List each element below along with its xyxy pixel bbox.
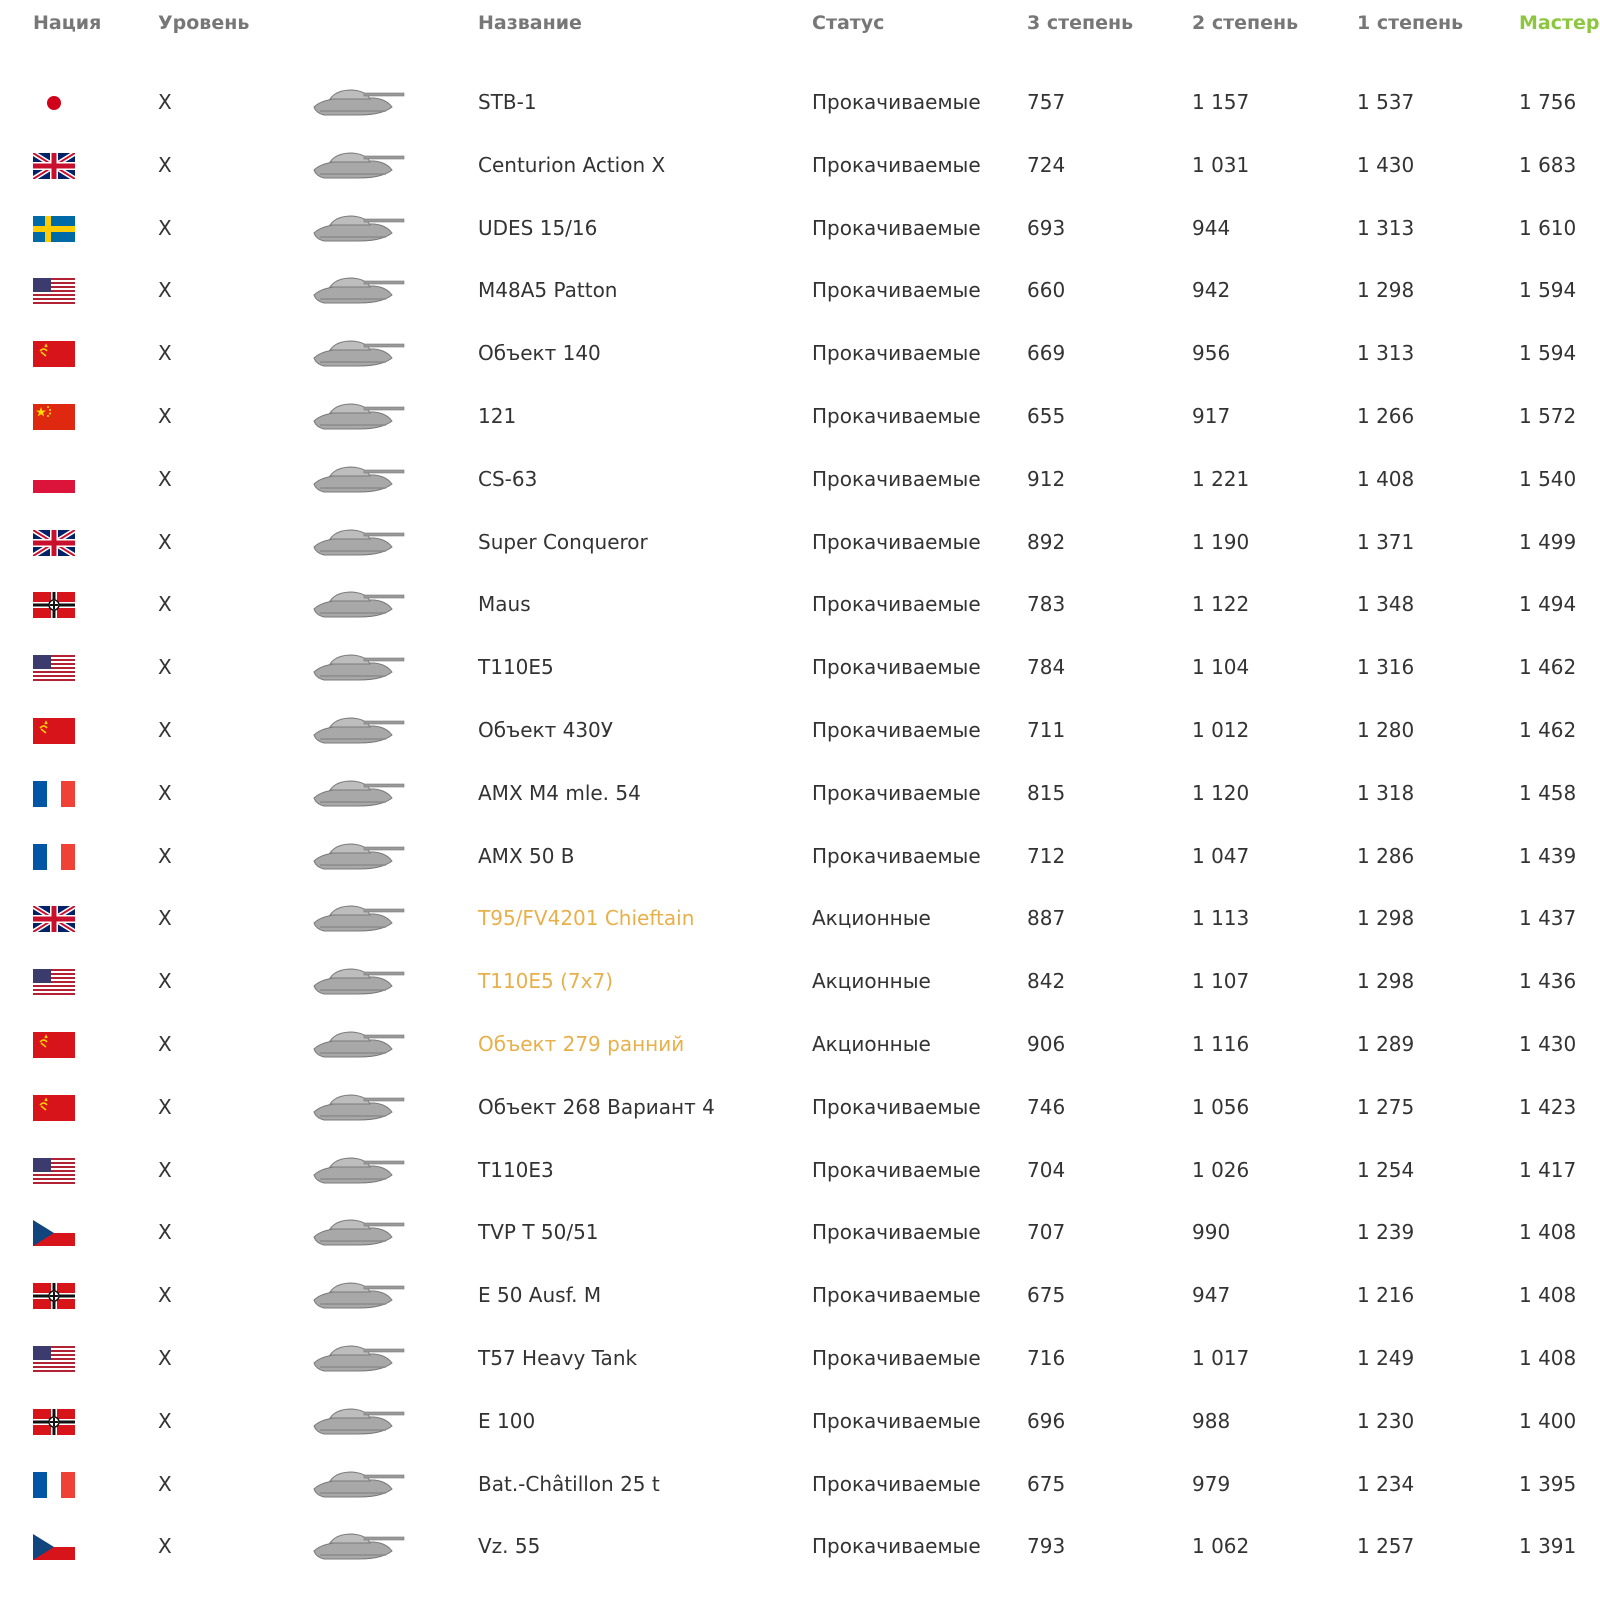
mark3-cell: 660: [1027, 278, 1066, 303]
master-cell: 1 572: [1519, 404, 1577, 428]
table-row[interactable]: [0, 71, 1600, 135]
mark1-cell: 1 316: [1357, 655, 1415, 680]
status-cell: Прокачиваемые: [812, 1094, 981, 1119]
czech-flag-icon: [33, 1220, 75, 1246]
vehicle-name[interactable]: Centurion Action X: [478, 152, 666, 177]
ussr-flag-icon: [33, 1032, 75, 1058]
tier-cell: X: [158, 969, 172, 994]
mark1-cell: 1 275: [1357, 1094, 1415, 1119]
mark1-cell: 1 313: [1357, 215, 1415, 240]
header-master[interactable]: Мастер: [1519, 12, 1600, 34]
tank-icon: [312, 83, 412, 123]
mark1-cell: 1 298: [1357, 969, 1415, 994]
vehicle-name[interactable]: T95/FV4201 Chieftain: [478, 906, 695, 931]
mark3-cell: 906: [1027, 1032, 1066, 1056]
table-header: [0, 0, 1600, 50]
status-cell: Прокачиваемые: [812, 404, 981, 428]
header-tier[interactable]: Уровень: [158, 12, 250, 34]
status-cell: Акционные: [812, 969, 931, 994]
table-row[interactable]: [0, 197, 1600, 261]
ussr-flag-icon: [33, 1095, 75, 1121]
table-row[interactable]: [0, 134, 1600, 198]
tank-icon: [312, 1088, 412, 1128]
mark1-cell: 1 348: [1357, 592, 1415, 617]
vehicle-name[interactable]: E 100: [478, 1408, 536, 1433]
table-row[interactable]: [0, 259, 1600, 323]
tier-cell: X: [158, 1094, 172, 1119]
mark1-cell: 1 289: [1357, 1032, 1415, 1056]
mark2-cell: 1 113: [1192, 906, 1250, 931]
tank-icon: [312, 1465, 412, 1505]
header-mark2[interactable]: 2 степень: [1192, 12, 1299, 34]
tier-cell: X: [158, 1157, 172, 1182]
table-row[interactable]: [0, 322, 1600, 386]
table-row[interactable]: [0, 385, 1600, 449]
mark1-cell: 1 280: [1357, 718, 1415, 742]
table-row[interactable]: [0, 950, 1600, 1014]
tank-icon: [312, 1025, 412, 1065]
tier-cell: X: [158, 780, 172, 805]
table-row[interactable]: [0, 448, 1600, 512]
tier-cell: X: [158, 404, 172, 428]
mark1-cell: 1 298: [1357, 906, 1415, 931]
status-cell: Прокачиваемые: [812, 215, 981, 240]
table-row[interactable]: [0, 1264, 1600, 1328]
table-row[interactable]: [0, 1139, 1600, 1203]
mark1-cell: 1 318: [1357, 780, 1415, 805]
status-cell: Прокачиваемые: [812, 529, 981, 554]
status-cell: Прокачиваемые: [812, 278, 981, 303]
mark3-cell: 655: [1027, 404, 1066, 428]
status-cell: Прокачиваемые: [812, 90, 981, 114]
tank-icon: [312, 271, 412, 311]
vehicle-name[interactable]: 121: [478, 404, 517, 428]
table-row[interactable]: [0, 1390, 1600, 1454]
status-cell: Акционные: [812, 1032, 931, 1056]
mark3-cell: 707: [1027, 1220, 1066, 1245]
status-cell: Прокачиваемые: [812, 1346, 981, 1370]
tier-cell: X: [158, 90, 172, 114]
table-row[interactable]: [0, 699, 1600, 763]
mark1-cell: 1 537: [1357, 90, 1415, 114]
uk-flag-icon: [33, 153, 75, 179]
vehicle-name[interactable]: Объект 268 Вариант 4: [478, 1094, 715, 1119]
status-cell: Прокачиваемые: [812, 1471, 981, 1496]
mark2-cell: 1 062: [1192, 1534, 1250, 1559]
mark2-cell: 1 012: [1192, 718, 1250, 742]
czech-flag-icon: [33, 1534, 75, 1560]
uk-flag-icon: [33, 906, 75, 932]
table-row[interactable]: [0, 762, 1600, 826]
status-cell: Прокачиваемые: [812, 843, 981, 868]
mark2-cell: 944: [1192, 215, 1231, 240]
vehicle-name[interactable]: E 50 Ausf. M: [478, 1283, 602, 1308]
tier-cell: X: [158, 1408, 172, 1433]
status-cell: Прокачиваемые: [812, 341, 981, 366]
mark1-cell: 1 430: [1357, 152, 1415, 177]
uk-flag-icon: [33, 530, 75, 556]
mark3-cell: 887: [1027, 906, 1066, 931]
usa-flag-icon: [33, 278, 75, 304]
tier-cell: X: [158, 655, 172, 680]
vehicle-name[interactable]: STB-1: [478, 90, 537, 114]
mark3-cell: 711: [1027, 718, 1066, 742]
mark3-cell: 724: [1027, 152, 1066, 177]
header-mark3[interactable]: 3 степень: [1027, 12, 1134, 34]
mark2-cell: 1 116: [1192, 1032, 1250, 1056]
master-cell: 1 437: [1519, 906, 1577, 931]
tank-icon: [312, 1339, 412, 1379]
master-cell: 1 391: [1519, 1534, 1577, 1559]
master-cell: 1 458: [1519, 780, 1577, 805]
france-flag-icon: [33, 781, 75, 807]
tank-icon: [312, 460, 412, 500]
mark1-cell: 1 257: [1357, 1534, 1415, 1559]
header-status[interactable]: Статус: [812, 12, 885, 34]
vehicle-name[interactable]: Объект 279 ранний: [478, 1032, 685, 1056]
usa-flag-icon: [33, 655, 75, 681]
france-flag-icon: [33, 844, 75, 870]
status-cell: Прокачиваемые: [812, 466, 981, 491]
mark1-cell: 1 216: [1357, 1283, 1415, 1308]
mark2-cell: 1 107: [1192, 969, 1250, 994]
master-cell: 1 400: [1519, 1408, 1577, 1433]
tank-icon: [312, 711, 412, 751]
master-cell: 1 683: [1519, 152, 1577, 177]
vehicle-name[interactable]: Объект 140: [478, 341, 601, 366]
vehicle-name[interactable]: T110E3: [478, 1157, 554, 1182]
japan-flag-icon: [33, 90, 75, 116]
tier-cell: X: [158, 152, 172, 177]
status-cell: Прокачиваемые: [812, 1408, 981, 1433]
tier-cell: X: [158, 1032, 172, 1056]
sweden-flag-icon: [33, 216, 75, 242]
mark3-cell: 842: [1027, 969, 1066, 994]
tank-icon: [312, 1151, 412, 1191]
header-mark1[interactable]: 1 степень: [1357, 12, 1464, 34]
master-cell: 1 436: [1519, 969, 1577, 994]
tier-cell: X: [158, 1346, 172, 1370]
vehicle-name[interactable]: Объект 430У: [478, 718, 613, 742]
tank-icon: [312, 146, 412, 186]
mark3-cell: 912: [1027, 466, 1066, 491]
table-row[interactable]: [0, 825, 1600, 889]
vehicle-name[interactable]: Bat.-Châtillon 25 t: [478, 1471, 660, 1496]
mark2-cell: 942: [1192, 278, 1231, 303]
master-cell: 1 417: [1519, 1157, 1577, 1182]
usa-flag-icon: [33, 969, 75, 995]
usa-flag-icon: [33, 1346, 75, 1372]
table-row[interactable]: [0, 1515, 1600, 1579]
mark2-cell: 1 120: [1192, 780, 1250, 805]
usa-flag-icon: [33, 1158, 75, 1184]
tier-cell: X: [158, 215, 172, 240]
mark1-cell: 1 313: [1357, 341, 1415, 366]
mark3-cell: 693: [1027, 215, 1066, 240]
mark3-cell: 892: [1027, 529, 1066, 554]
mark3-cell: 784: [1027, 655, 1066, 680]
master-cell: 1 756: [1519, 90, 1577, 114]
master-cell: 1 462: [1519, 655, 1577, 680]
mark2-cell: 917: [1192, 404, 1231, 428]
mark2-cell: 1 026: [1192, 1157, 1250, 1182]
mark2-cell: 988: [1192, 1408, 1231, 1433]
master-cell: 1 439: [1519, 843, 1577, 868]
master-cell: 1 462: [1519, 718, 1577, 742]
master-cell: 1 610: [1519, 215, 1577, 240]
vehicle-name[interactable]: AMX M4 mle. 54: [478, 780, 641, 805]
germany-flag-icon: [33, 1409, 75, 1435]
mark2-cell: 1 221: [1192, 466, 1250, 491]
table-row[interactable]: [0, 1076, 1600, 1140]
status-cell: Прокачиваемые: [812, 1220, 981, 1245]
table-row[interactable]: [0, 636, 1600, 700]
mark3-cell: 704: [1027, 1157, 1066, 1182]
mark1-cell: 1 298: [1357, 278, 1415, 303]
status-cell: Прокачиваемые: [812, 655, 981, 680]
status-cell: Прокачиваемые: [812, 780, 981, 805]
mark1-cell: 1 234: [1357, 1471, 1415, 1496]
ussr-flag-icon: [33, 718, 75, 744]
status-cell: Прокачиваемые: [812, 592, 981, 617]
status-cell: Прокачиваемые: [812, 718, 981, 742]
tank-icon: [312, 648, 412, 688]
tier-cell: X: [158, 466, 172, 491]
header-name[interactable]: Название: [478, 12, 582, 34]
mark2-cell: 1 056: [1192, 1094, 1250, 1119]
tier-cell: X: [158, 1471, 172, 1496]
table-row[interactable]: [0, 511, 1600, 575]
mark2-cell: 979: [1192, 1471, 1231, 1496]
mark1-cell: 1 254: [1357, 1157, 1415, 1182]
tier-cell: X: [158, 843, 172, 868]
mark2-cell: 1 031: [1192, 152, 1250, 177]
tank-icon: [312, 334, 412, 374]
tank-icon: [312, 962, 412, 1002]
vehicle-name[interactable]: M48A5 Patton: [478, 278, 618, 303]
vehicle-name[interactable]: Maus: [478, 592, 531, 617]
mark2-cell: 947: [1192, 1283, 1231, 1308]
tank-icon: [312, 585, 412, 625]
mark3-cell: 757: [1027, 90, 1066, 114]
tier-cell: X: [158, 529, 172, 554]
vehicle-name[interactable]: Super Conqueror: [478, 529, 648, 554]
master-cell: 1 408: [1519, 1346, 1577, 1370]
mark3-cell: 793: [1027, 1534, 1066, 1559]
tier-cell: X: [158, 592, 172, 617]
table-row[interactable]: [0, 1013, 1600, 1077]
germany-flag-icon: [33, 592, 75, 618]
mark3-cell: 783: [1027, 592, 1066, 617]
tank-icon: [312, 523, 412, 563]
mark3-cell: 712: [1027, 843, 1066, 868]
master-cell: 1 430: [1519, 1032, 1577, 1056]
master-cell: 1 408: [1519, 1283, 1577, 1308]
table-row[interactable]: [0, 573, 1600, 637]
china-flag-icon: [33, 404, 75, 430]
mark2-cell: 1 017: [1192, 1346, 1250, 1370]
master-cell: 1 594: [1519, 341, 1577, 366]
status-cell: Прокачиваемые: [812, 1534, 981, 1559]
mark1-cell: 1 266: [1357, 404, 1415, 428]
mark3-cell: 696: [1027, 1408, 1066, 1433]
master-cell: 1 395: [1519, 1471, 1577, 1496]
france-flag-icon: [33, 1472, 75, 1498]
tank-icon: [312, 837, 412, 877]
vehicle-name[interactable]: AMX 50 B: [478, 843, 575, 868]
status-cell: Прокачиваемые: [812, 152, 981, 177]
tank-icon: [312, 209, 412, 249]
master-cell: 1 408: [1519, 1220, 1577, 1245]
tier-cell: X: [158, 1220, 172, 1245]
vehicle-name[interactable]: T57 Heavy Tank: [478, 1346, 638, 1370]
status-cell: Прокачиваемые: [812, 1283, 981, 1308]
tank-icon: [312, 899, 412, 939]
mark3-cell: 669: [1027, 341, 1066, 366]
mark3-cell: 675: [1027, 1471, 1066, 1496]
mark2-cell: 956: [1192, 341, 1231, 366]
mark2-cell: 1 190: [1192, 529, 1250, 554]
table-row[interactable]: [0, 1453, 1600, 1517]
tier-cell: X: [158, 906, 172, 931]
mark3-cell: 746: [1027, 1094, 1066, 1119]
tank-icon: [312, 1527, 412, 1567]
master-cell: 1 499: [1519, 529, 1577, 554]
vehicle-name[interactable]: T110E5 (7x7): [478, 969, 613, 994]
germany-flag-icon: [33, 1283, 75, 1309]
tank-icon: [312, 1276, 412, 1316]
vehicle-name[interactable]: CS-63: [478, 466, 538, 491]
mark2-cell: 1 047: [1192, 843, 1250, 868]
mark2-cell: 990: [1192, 1220, 1231, 1245]
header-nation[interactable]: Нация: [33, 12, 102, 34]
tier-cell: X: [158, 341, 172, 366]
table-row[interactable]: [0, 887, 1600, 951]
mark3-cell: 815: [1027, 780, 1066, 805]
master-cell: 1 423: [1519, 1094, 1577, 1119]
mark1-cell: 1 239: [1357, 1220, 1415, 1245]
mark1-cell: 1 408: [1357, 466, 1415, 491]
status-cell: Акционные: [812, 906, 931, 931]
tier-cell: X: [158, 1283, 172, 1308]
mark2-cell: 1 122: [1192, 592, 1250, 617]
tier-cell: X: [158, 718, 172, 742]
mark3-cell: 675: [1027, 1283, 1066, 1308]
tank-icon: [312, 1402, 412, 1442]
table-row[interactable]: [0, 1201, 1600, 1265]
tank-icon: [312, 397, 412, 437]
tier-cell: X: [158, 278, 172, 303]
mark2-cell: 1 157: [1192, 90, 1250, 114]
mark1-cell: 1 371: [1357, 529, 1415, 554]
vehicle-name[interactable]: T110E5: [478, 655, 554, 680]
vehicle-name[interactable]: Vz. 55: [478, 1534, 541, 1559]
status-cell: Прокачиваемые: [812, 1157, 981, 1182]
mark3-cell: 716: [1027, 1346, 1066, 1370]
tank-icon: [312, 774, 412, 814]
vehicle-name[interactable]: TVP T 50/51: [478, 1220, 599, 1245]
mark2-cell: 1 104: [1192, 655, 1250, 680]
mark1-cell: 1 286: [1357, 843, 1415, 868]
table-row[interactable]: [0, 1327, 1600, 1391]
vehicle-name[interactable]: UDES 15/16: [478, 215, 598, 240]
master-cell: 1 594: [1519, 278, 1577, 303]
master-cell: 1 494: [1519, 592, 1577, 617]
mark1-cell: 1 230: [1357, 1408, 1415, 1433]
ussr-flag-icon: [33, 341, 75, 367]
poland-flag-icon: [33, 467, 75, 493]
master-cell: 1 540: [1519, 466, 1577, 491]
mark1-cell: 1 249: [1357, 1346, 1415, 1370]
tier-cell: X: [158, 1534, 172, 1559]
tank-icon: [312, 1213, 412, 1253]
